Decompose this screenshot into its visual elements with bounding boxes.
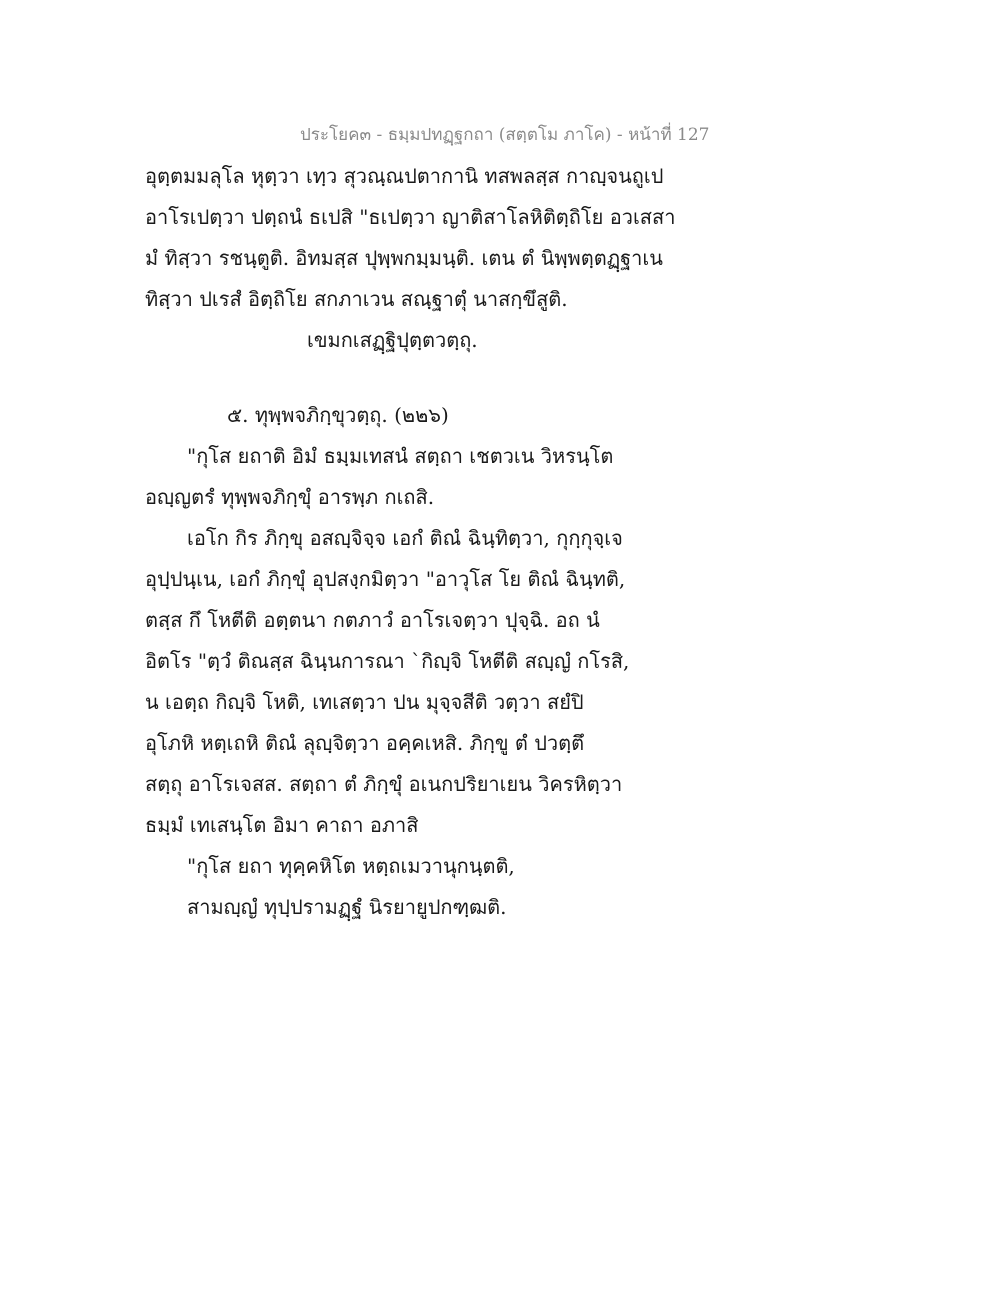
- text-line: มํ ทิสฺวา รชนฺตูติ. อิทมสฺส ปุพฺพกมฺมนฺติ. เตน ตํ นิพฺพตฺตฏฺฐาเน: [145, 246, 663, 270]
- paragraph-story: [145, 518, 705, 846]
- text-line: "กุโส ยถาติ อิมํ ธมฺมเทสนํ สตฺถา เชตวเน วิหรนฺโต: [187, 444, 614, 468]
- section-heading: ๕. ทุพฺพจภิกฺขุวตฺถุ. (๒๒๖): [227, 403, 449, 427]
- text-line: ธมฺมํ เทเสนฺโต อิมา คาถา อภาสิ: [145, 813, 419, 837]
- text-line: อุโภหิ หตฺเถหิ ติณํ ลุญฺจิตฺวา อคฺคเหสิ. ภิกฺขู ตํ ปวตฺตึ: [145, 731, 585, 755]
- text-line: อิตโร "ตฺวํ ติณสฺส ฉินฺนการณา `กิญฺจิ โหตีติ สญฺญํ กโรสิ,: [145, 649, 630, 673]
- verse-block: [145, 846, 705, 928]
- story-closing-title: เขมกเสฏฺฐิปุตฺตวตฺถุ.: [307, 328, 478, 352]
- text-line: เอโก กิร ภิกฺขุ อสญฺจิจฺจ เอกํ ติณํ ฉินฺทิตฺวา, กุกฺกุจฺเจ: [187, 526, 623, 550]
- section-spacer: [145, 361, 705, 395]
- text-line: ทิสฺวา ปเรสํ อิตฺถิโย สกภาเวน สณฺฐาตุํ นาสกฺขึสูติ.: [145, 287, 568, 311]
- body-text: [145, 156, 705, 928]
- verse-line: "กุโส ยถา ทุคฺคหิโต หตฺถเมวานุกนฺตติ,: [187, 854, 515, 878]
- verse-line: สามญฺญํ ทุปฺปรามฏฺฐํ นิรยายูปกฑฺฒติ.: [187, 895, 507, 919]
- text-line: อุปฺปนฺเน, เอกํ ภิกฺขุํ อุปสงฺกมิตฺวา "อาวุโส โย ติณํ ฉินฺทติ,: [145, 567, 626, 591]
- text-line: อญฺญตรํ ทุพฺพจภิกฺขุํ อารพฺภ กเถสิ.: [145, 485, 435, 509]
- text-line: สตฺถุ อาโรเจสส. สตฺถา ตํ ภิกฺขุํ อเนกปริยาเยน วิครหิตฺวา: [145, 772, 623, 796]
- running-header: ประโยค๓ - ธมฺมปทฏฺฐกถา (สตฺตโม ภาโค) - หน้าที่ 127: [300, 125, 710, 145]
- paragraph-continuation: [145, 156, 705, 320]
- text-line: อาโรเปตฺวา ปตฺถนํ ธเปสิ "ธเปตฺวา ญาติสาโลหิติตฺถิโย อวเสสา: [145, 205, 676, 229]
- text-line: ตสฺส กึ โหตีติ อตฺตนา กตภาวํ อาโรเจตฺวา ปุจฺฉิ. อถ นํ: [145, 608, 600, 632]
- paragraph-intro: [145, 436, 705, 518]
- text-line: อุตฺตมมลุโล หุตฺวา เทฺว สุวณฺณปตากานิ ทสพลสฺส กาญฺจนถูเป: [145, 164, 664, 188]
- text-line: น เอตฺถ กิญฺจิ โหติ, เทเสตฺวา ปน มุจฺจสีติ วตฺวา สยํปิ: [145, 690, 584, 714]
